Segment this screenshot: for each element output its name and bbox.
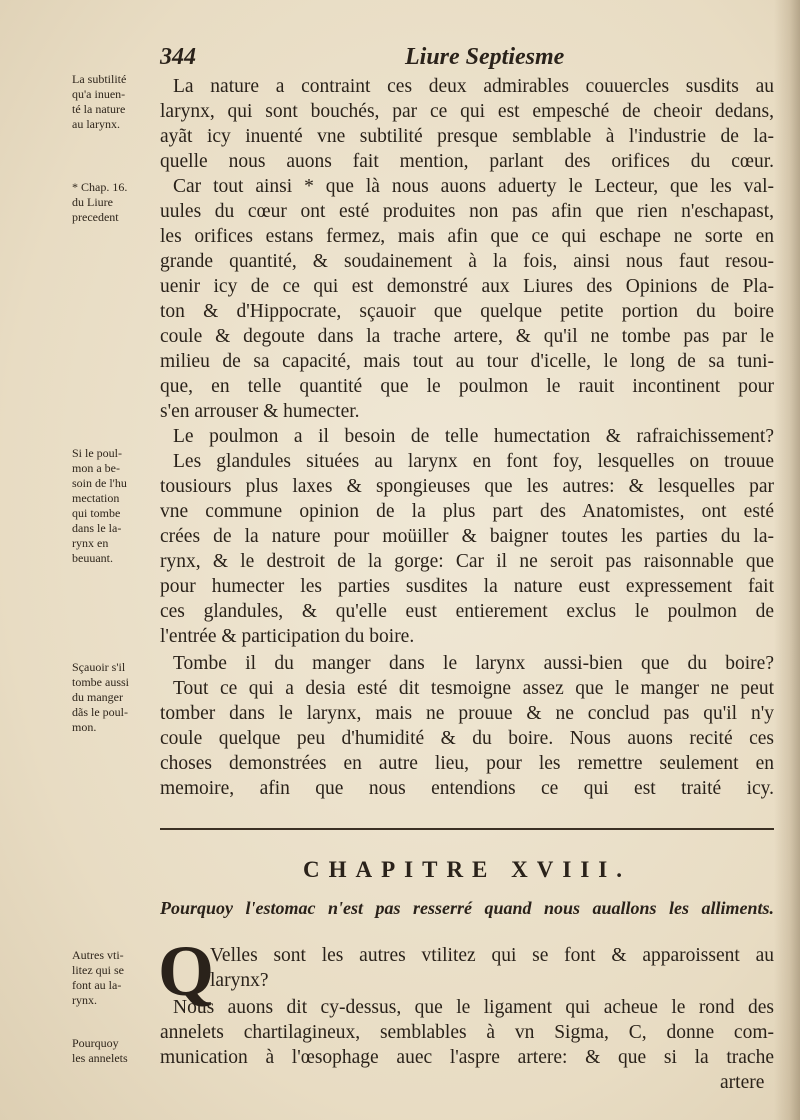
text-line: ces glandules, & qu'elle eust entierement exclus le poulmon de bbox=[160, 601, 774, 622]
catchword: artere bbox=[720, 1072, 765, 1093]
text-line: annelets chartilagineux, semblables à vn Sigma, C, donne com- bbox=[160, 1022, 774, 1043]
text-line: l'entrée & participation du boire. bbox=[160, 626, 415, 647]
margin-note: * Chap. 16. du Liure precedent bbox=[72, 180, 128, 224]
text-line: choses demonstrées en autre lieu, pour les remettre seulement en bbox=[160, 753, 774, 774]
text-line: uules du cœur ont esté produites non pas afin que rien n'eschapast, bbox=[160, 201, 774, 222]
text-line: Tombe il du manger dans le larynx aussi-bien que du boire? bbox=[173, 653, 774, 674]
margin-note: Pourquoy les annelets bbox=[72, 1036, 128, 1065]
text-line: pour humecter les parties susdites la nature eust expressement fait bbox=[160, 576, 774, 597]
text-line: ton & d'Hippocrate, sçauoir que quelque petite portion du boire bbox=[160, 301, 774, 322]
text-line: vne commune opinion de la plus part des Anatomistes, ont esté bbox=[160, 501, 774, 522]
text-line: quelle nous auons fait mention, parlant des orifices du cœur. bbox=[160, 151, 774, 172]
text-line: crées de la nature pour moüiller & baigner toutes les parties du la- bbox=[160, 526, 774, 547]
page-number: 344 bbox=[160, 44, 196, 70]
drop-cap: Q bbox=[158, 931, 215, 1011]
text-line: uenir icy de ce qui est demonstré aux Liures des Opinions de Pla- bbox=[160, 276, 774, 297]
margin-note: Sçauoir s'il tombe aussi du manger dãs le poul- mon. bbox=[72, 660, 129, 734]
text-line: munication à l'œsophage auec l'aspre artere: & que si la trache bbox=[160, 1047, 774, 1068]
text-line: que, en telle quantité que le poulmon le rauit incontinent pour bbox=[160, 376, 774, 397]
text-line: grande quantité, & soudainement à la fois, ainsi nous faut resou- bbox=[160, 251, 774, 272]
text-line: La nature a contraint ces deux admirables couuercles susdits au bbox=[173, 76, 774, 97]
text-line: tousiours plus laxes & spongieuses que les autres: & lesquelles par bbox=[160, 476, 774, 497]
text-line: tomber dans le larynx, mais ne prouue & ne conclud pas qu'il n'y bbox=[160, 703, 774, 724]
text-line: Car tout ainsi * que là nous auons aduerty le Lecteur, que les val- bbox=[173, 176, 774, 197]
running-head: Liure Septiesme bbox=[405, 44, 565, 70]
text-line: coule quelque peu d'humidité & du boire. Nous auons recité ces bbox=[160, 728, 774, 749]
text-line: Velles sont les autres vtilitez qui se font & apparoissent au bbox=[210, 945, 774, 966]
text-line: Nous auons dit cy-dessus, que le ligament qui acheue le rond des bbox=[173, 997, 774, 1018]
chapter-title: CHAPITRE XVIII. bbox=[303, 857, 631, 882]
text-line: s'en arrouser & humecter. bbox=[160, 401, 360, 422]
text-line: rynx, & le destroit de la gorge: Car il ne seroit pas raisonnable que bbox=[160, 551, 774, 572]
text-line: Le poulmon a il besoin de telle humectation & rafraichissement? bbox=[173, 426, 774, 447]
text-line: Les glandules situées au larynx en font foy, lesquelles on trouue bbox=[173, 451, 774, 472]
margin-note: La subtilité qu'a inuen- té la nature au larynx. bbox=[72, 72, 127, 131]
text-line: milieu de sa capacité, mais tout au tour d'icelle, le long de sa tuni- bbox=[160, 351, 774, 372]
margin-note: Autres vti- litez qui se font au la- rynx. bbox=[72, 948, 124, 1007]
margin-note: Si le poul- mon a be- soin de l'hu mectation qui tombe dans le la- rynx en beuuant. bbox=[72, 446, 127, 565]
text-line: Tout ce qui a desia esté dit tesmoigne assez que le manger ne peut bbox=[173, 678, 774, 699]
text-line: coule & degoute dans la trache artere, & qu'il ne tombe pas par le bbox=[160, 326, 774, 347]
text-line: larynx, qui sont bouchés, par ce qui est empesché de cheoir dedans, bbox=[160, 101, 774, 122]
text-line: larynx? bbox=[210, 970, 269, 991]
text-line: ayãt icy inuenté vne subtilité presque semblable à l'industrie de la- bbox=[160, 126, 774, 147]
text-line: les orifices estans fermez, mais afin que ce qui eschape ne sorte en bbox=[160, 226, 774, 247]
text-line: memoire, afin que nous entendions ce qui est traité icy. bbox=[160, 778, 774, 799]
chapter-subtitle: Pourquoy l'estomac n'est pas resserré quand nous auallons les alliments. bbox=[160, 898, 774, 918]
